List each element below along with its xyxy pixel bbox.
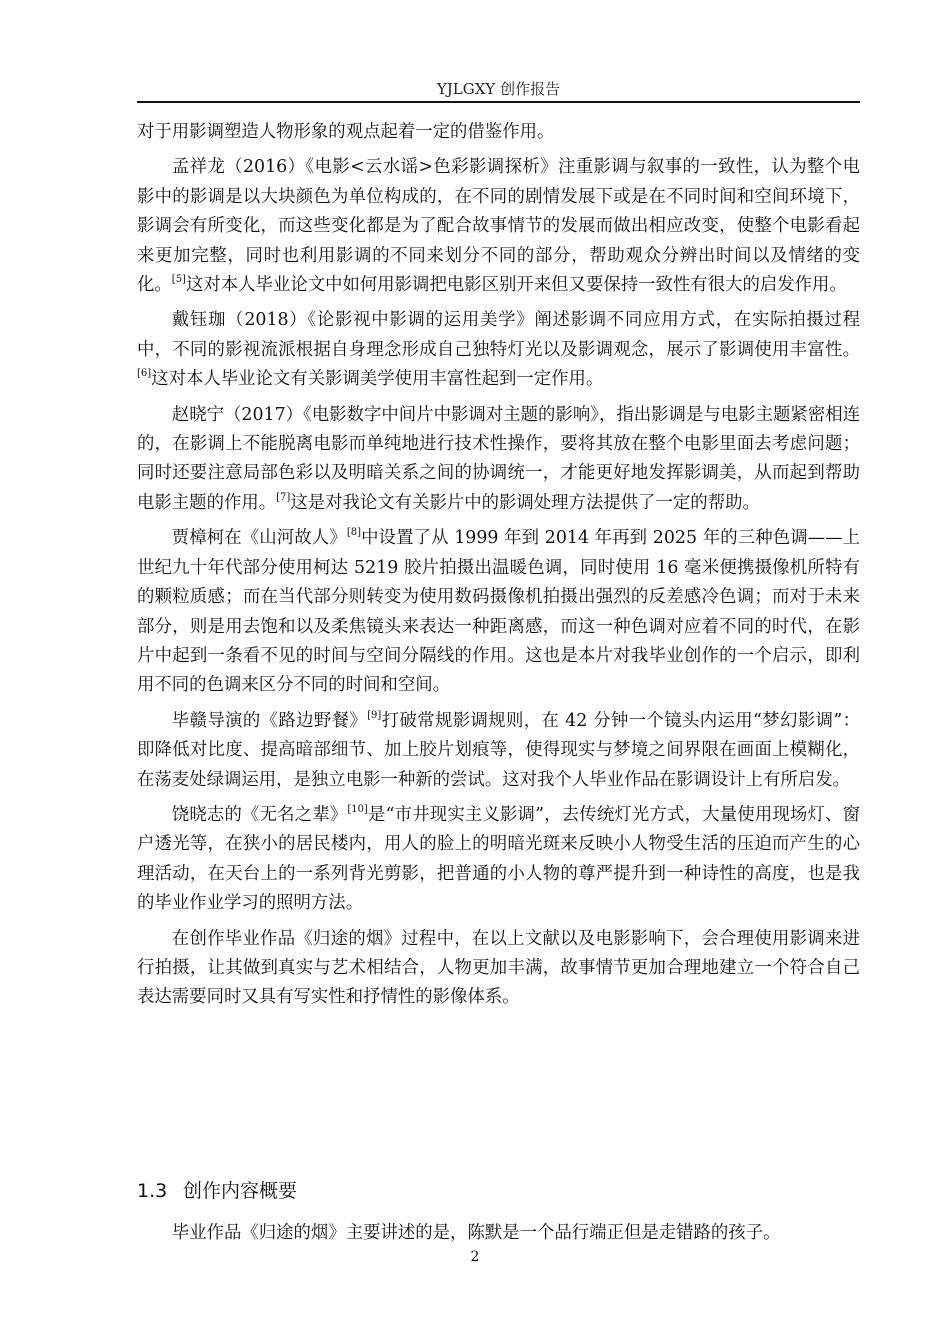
paragraph-3: 戴钰珈（2018）《论影视中影调的运用美学》阐述影调不同应用方式，在实际拍摄过程中，不同的影视流派根据自身理念形成自己独特灯光以及影调观念，展示了影调使用丰富性。[6]这对本人毕业论文有关影调美学使用丰富性起到一定作用。 [137, 310, 860, 390]
citation-10: [10] [347, 803, 368, 815]
paragraph-6: 毕赣导演的《路边野餐》[9]打破常规影调规则，在 42 分钟一个镜头内运用“梦幻影调”：即降低对比度、提高暗部细节、加上胶片划痕等，使得现实与梦境之间界限在画面上模糊化，在荡麦处绿调运用，是独立电影一种新的尝试。这对我个人毕业作品在影调设计上有所启发。 [137, 709, 860, 790]
citation-5: [5] [171, 274, 186, 286]
section-heading [137, 1176, 860, 1203]
citation-6: [6] [137, 368, 152, 380]
page-number: 2 [470, 1249, 480, 1265]
citation-7: [7] [276, 491, 291, 503]
running-header: YJLGXY 创作报告 [436, 80, 561, 98]
paragraph-1: 对于用影调塑造人物形象的观点起着一定的借鉴作用。 [137, 122, 555, 142]
header-rule [137, 101, 860, 103]
paragraph-9: 毕业作品《归途的烟》主要讲述的是，陈默是一个品行端正但是走错路的孩子。 [171, 1223, 781, 1243]
paragraph-2: 孟祥龙（2016）《电影<云水谣>色彩影调探析》注重影调与叙事的一致性，认为整个电影中的影调是以大块颜色为单位构成的，在不同的剧情发展下或是在不同时间和空间环境下，影调会有所变化，而这些变化都是为了配合故事情节的发展而做出相应改变，使整个电影看起来更加完整，同时也利用影调的不同来划分不同的部分，帮助观众分辨出时间以及情绪的变化。[5]这对本人毕业论文中如何用影调把电影区别开来但又要保持一致性有很大的启发作用。 [137, 157, 860, 296]
paragraph-4: 赵晓宁（2017）《电影数字中间片中影调对主题的影响》，指出影调是与电影主题紧密相连的，在影调上不能脱离电影而单纯地进行技术性操作，要将其放在整个电影里面去考虑问题；同时还要注意局部色彩以及明暗关系之间的协调统一，才能更好地发挥影调美，从而起到帮助电影主题的作用。[7]这是对我论文有关影片中的影调处理方法提供了一定的帮助。 [137, 404, 860, 513]
paragraph-5: 贾樟柯在《山河故人》[8]中设置了从 1999 年到 2014 年再到 2025 年的三种色调——上世纪九十年代部分使用柯达 5219 胶片拍摄出温暖色调，同时使用 16 毫米便携摄像机所特有的颗粒质感；而在当代部分则转变为使用数码摄像机拍摄出强烈的反差感冷色调；而对于未来部分，则是用去饱和以及柔焦镜头来表达一种距离感，而这一种色调对应着不同的时代，在影片中起到一条看不见的时间与空间分隔线的作用。这也是本片对我毕业创作的一个启示，即利用不同的色调来区分不同的时间和空间。 [137, 527, 860, 696]
section-number: 1.3 [137, 1180, 168, 1202]
section-title: 创作内容概要 [183, 1180, 298, 1202]
body-text [137, 118, 860, 1019]
paragraph-7: 饶晓志的《无名之辈》[10]是“市井现实主义影调”，去传统灯光方式，大量使用现场灯、窗户透光等，在狭小的居民楼内，用人的脸上的明暗光斑来反映小人物受生活的压迫而产生的心理活动，在天台上的一系列背光剪影，把普通的小人物的尊严提升到一种诗性的高度，也是我的毕业作业学习的照明方法。 [137, 803, 860, 914]
citation-8: [8] [346, 527, 361, 539]
citation-9: [9] [367, 709, 382, 721]
paragraph-8: 在创作毕业作品《归途的烟》过程中，在以上文献以及电影影响下，会合理使用影调来进行拍摄，让其做到真实与艺术相结合，人物更加丰满，故事情节更加合理地建立一个符合自己表达需要同时又具有写实性和抒情性的影像体系。 [137, 928, 860, 1008]
